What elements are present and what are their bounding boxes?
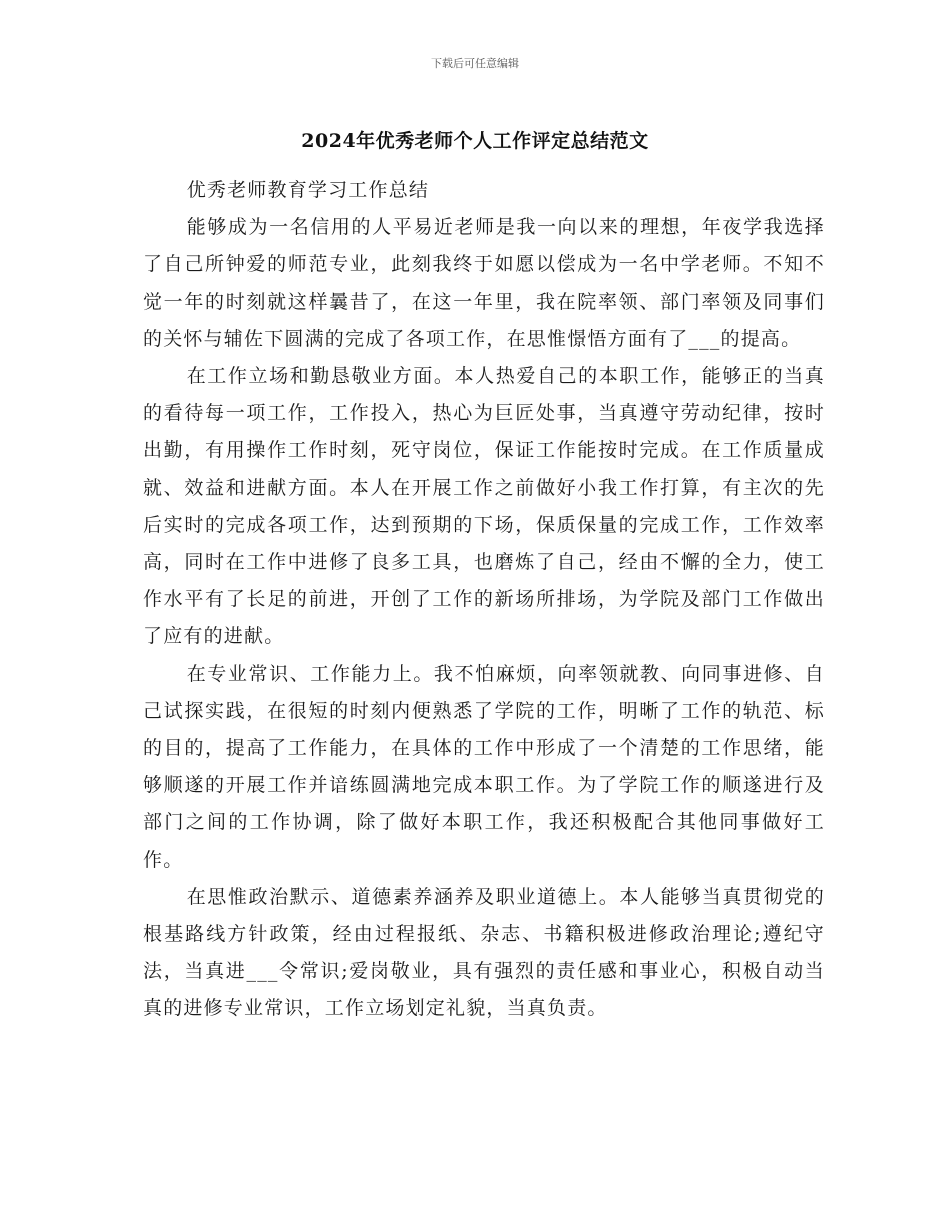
document-title: 2024年优秀老师个人工作评定总结范文 (301, 130, 649, 152)
paragraph-ideology-ethics: 在思惟政治默示、道德素养涵养及职业道德上。本人能够当真贯彻党的根基路线方针政策，经由过程报纸、杂志、书籍积极进修政治理论;遵纪守法，当真进___令常识;爱岗敬业，具有强烈的责任感和事业心，积极自动当真的进修专业常识，工作立场划定礼貌，当真负责。 (143, 885, 825, 1020)
header-note: 下载后可任意编辑 (431, 57, 519, 70)
paragraph-professional-skills: 在专业常识、工作能力上。我不怕麻烦，向率领就教、向同事进修、自己试探实践，在很短的时刻内便熟悉了学院的工作，明晰了工作的轨范、标的目的，提高了工作能力，在具体的工作中形成了一个清楚的工作思绪，能够顺遂的开展工作并谙练圆满地完成本职工作。为了学院工作的顺遂进行及部门之间的工作协调，除了做好本职工作，我还积极配合其他同事做好工作。 (143, 662, 825, 871)
document-body (143, 172, 825, 1028)
subtitle-paragraph: 优秀老师教育学习工作总结 (186, 179, 430, 201)
paragraph-work-attitude: 在工作立场和勤恳敬业方面。本人热爱自己的本职工作，能够正的当真的看待每一项工作，工作投入，热心为巨匠处事，当真遵守劳动纪律，按时出勤，有用操作工作时刻，死守岗位，保证工作能按时完成。在工作质量成就、效益和进献方面。本人在开展工作之前做好小我工作打算，有主次的先后实时的完成各项工作，达到预期的下场，保质保量的完成工作，工作效率高，同时在工作中进修了良多工具，也磨炼了自己，经由不懈的全力，使工作水平有了长足的前进，开创了工作的新场所排场，为学院及部门工作做出了应有的进献。 (143, 365, 825, 648)
paragraph-intro: 能够成为一名信用的人平易近老师是我一向以来的理想，年夜学我选择了自己所钟爱的师范专业，此刻我终于如愿以偿成为一名中学老师。不知不觉一年的时刻就这样曩昔了，在这一年里，我在院率领、部门率领及同事们的关怀与辅佐下圆满的完成了各项工作，在思惟憬悟方面有了___的提高。 (143, 216, 825, 350)
